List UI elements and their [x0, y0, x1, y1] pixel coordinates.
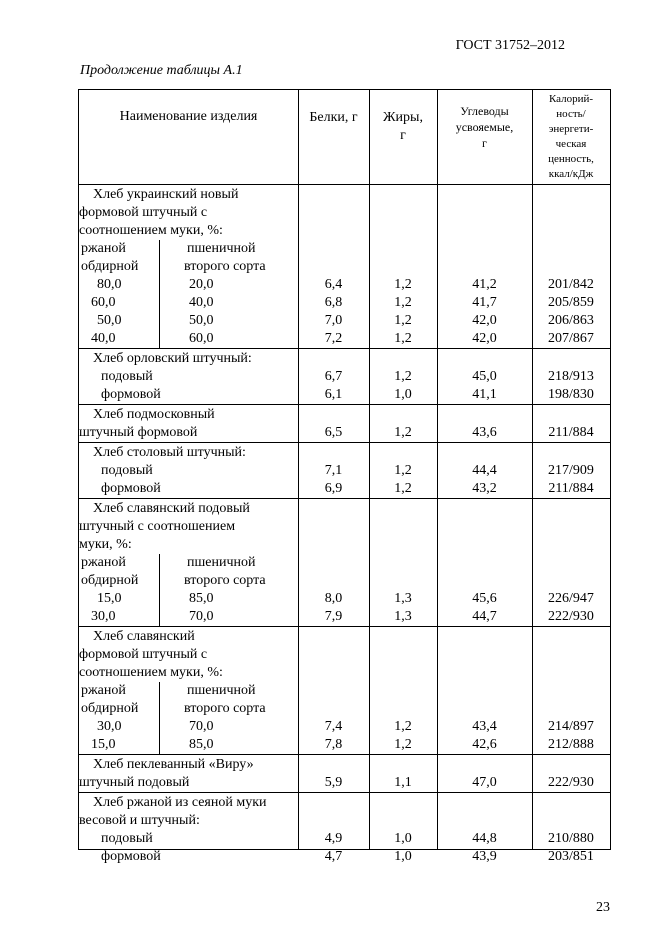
- product-name-line: штучный с соотношением: [79, 519, 236, 534]
- ratio-header-wheat: второго сорта: [184, 701, 266, 716]
- product-variant-label: штучный формовой: [79, 425, 198, 440]
- product-name-line: Хлеб ржаной из сеяной муки: [93, 795, 267, 810]
- product-name-line: Хлеб подмосковный: [93, 407, 215, 422]
- product-name-line: муки, %:: [79, 537, 132, 552]
- protein-value: 7,4: [324, 719, 343, 734]
- ratio-header-wheat: второго сорта: [184, 573, 266, 588]
- carbs-value: 47,0: [472, 775, 497, 790]
- header-carbs-line: Углеводы: [460, 104, 509, 118]
- ratio-header-rye: ржаной: [81, 555, 126, 570]
- energy-value: 212/888: [548, 737, 594, 752]
- protein-value: 4,9: [324, 831, 343, 846]
- protein-value: 5,9: [324, 775, 343, 790]
- product-name-line: Хлеб пеклеванный «Виру»: [93, 757, 254, 772]
- product-name-line: Хлеб славянский: [93, 629, 195, 644]
- header-energy-line: ценность,: [548, 153, 594, 165]
- header-carbs-line: усвояемые,: [455, 120, 514, 134]
- fat-value: 1,2: [394, 369, 412, 384]
- energy-value: 210/880: [548, 831, 594, 846]
- energy-value: 201/842: [548, 277, 594, 292]
- product-name-line: Хлеб орловский штучный:: [93, 351, 252, 366]
- table-block: [79, 442, 610, 499]
- product-variant-label: формовой: [101, 849, 161, 864]
- ratio-rye-value: 30,0: [97, 719, 122, 734]
- protein-value: 6,1: [324, 387, 343, 402]
- product-name-line: соотношением муки, %:: [79, 665, 223, 680]
- header-energy-line: ккал/кДж: [548, 168, 594, 180]
- product-name-line: формовой штучный с: [79, 205, 208, 220]
- protein-value: 8,0: [324, 591, 343, 606]
- column-header-protein: [298, 109, 369, 127]
- fat-value: 1,2: [394, 463, 412, 478]
- protein-value: 6,7: [324, 369, 343, 384]
- standard-code: ГОСТ 31752–2012: [455, 38, 565, 53]
- protein-value: 6,8: [324, 295, 343, 310]
- product-variant-label: формовой: [101, 387, 161, 402]
- ratio-rye-value: 15,0: [97, 591, 122, 606]
- carbs-value: 44,4: [472, 463, 497, 478]
- ratio-header-wheat: второго сорта: [184, 259, 266, 274]
- product-name-line: соотношением муки, %:: [79, 223, 223, 238]
- protein-value: 7,2: [324, 331, 343, 346]
- ratio-divider: [159, 240, 160, 348]
- table-block: [79, 404, 610, 443]
- ratio-header-rye: ржаной: [81, 683, 126, 698]
- product-variant-label: подовый: [101, 831, 153, 846]
- fat-value: 1,2: [394, 737, 412, 752]
- energy-value: 205/859: [548, 295, 594, 310]
- table-continuation-caption: Продолжение таблицы А.1: [80, 63, 243, 78]
- protein-value: 4,7: [324, 849, 343, 864]
- ratio-divider: [159, 682, 160, 754]
- ratio-wheat-value: 40,0: [189, 295, 214, 310]
- carbs-value: 42,0: [472, 331, 497, 346]
- energy-value: 203/851: [548, 849, 594, 864]
- table-block: [79, 626, 610, 755]
- carbs-value: 42,6: [472, 737, 497, 752]
- header-energy-line: ческая: [555, 138, 587, 150]
- column-header-carbs: [437, 103, 532, 151]
- carbs-value: 43,6: [472, 425, 497, 440]
- ratio-header-rye: ржаной: [81, 241, 126, 256]
- fat-value: 1,0: [394, 831, 412, 846]
- product-name-line: Хлеб столовый штучный:: [93, 445, 246, 460]
- protein-value: 7,9: [324, 609, 343, 624]
- product-variant-label: штучный подовый: [79, 775, 190, 790]
- ratio-header-rye: обдирной: [81, 259, 139, 274]
- ratio-rye-value: 30,0: [91, 609, 116, 624]
- fat-value: 1,2: [394, 313, 412, 328]
- ratio-wheat-value: 70,0: [189, 719, 214, 734]
- header-energy-line: энергети-: [548, 123, 594, 135]
- product-name-line: формовой штучный с: [79, 647, 208, 662]
- header-fat-line: Жиры,: [383, 110, 423, 125]
- header-energy-line: Калорий-: [548, 93, 594, 105]
- table-block: [79, 498, 610, 627]
- ratio-divider: [159, 554, 160, 626]
- nutrition-table: [78, 89, 611, 864]
- carbs-value: 41,7: [472, 295, 497, 310]
- protein-value: 6,4: [324, 277, 343, 292]
- product-name-line: Хлеб славянский подовый: [93, 501, 250, 516]
- header-protein-line: Белки, г: [309, 110, 358, 125]
- energy-value: 211/884: [548, 425, 594, 440]
- protein-value: 7,8: [324, 737, 343, 752]
- carbs-value: 44,8: [472, 831, 497, 846]
- column-header-energy: [532, 92, 610, 182]
- carbs-value: 43,2: [472, 481, 497, 496]
- fat-value: 1,2: [394, 277, 412, 292]
- ratio-header-wheat: пшеничной: [187, 555, 256, 570]
- energy-value: 222/930: [548, 609, 594, 624]
- ratio-header-wheat: пшеничной: [187, 241, 256, 256]
- protein-value: 6,9: [324, 481, 343, 496]
- header-carbs-line: г: [482, 136, 487, 150]
- product-variant-label: формовой: [101, 481, 161, 496]
- energy-value: 222/930: [548, 775, 594, 790]
- energy-value: 217/909: [548, 463, 594, 478]
- protein-value: 7,1: [324, 463, 343, 478]
- ratio-header-rye: обдирной: [81, 701, 139, 716]
- page-number: 23: [596, 900, 610, 915]
- table-header: [79, 90, 610, 185]
- protein-value: 7,0: [324, 313, 343, 328]
- table-block: [79, 348, 610, 405]
- product-name-line: Хлеб украинский новый: [93, 187, 239, 202]
- carbs-value: 45,0: [472, 369, 497, 384]
- ratio-rye-value: 80,0: [97, 277, 122, 292]
- carbs-value: 45,6: [472, 591, 497, 606]
- fat-value: 1,0: [394, 849, 412, 864]
- fat-value: 1,0: [394, 387, 412, 402]
- energy-value: 207/867: [548, 331, 594, 346]
- column-header-fat: [369, 109, 437, 145]
- ratio-wheat-value: 20,0: [189, 277, 214, 292]
- ratio-wheat-value: 85,0: [189, 737, 214, 752]
- energy-value: 218/913: [548, 369, 594, 384]
- carbs-value: 42,0: [472, 313, 497, 328]
- energy-value: 214/897: [548, 719, 594, 734]
- energy-value: 198/830: [548, 387, 594, 402]
- ratio-header-rye: обдирной: [81, 573, 139, 588]
- fat-value: 1,2: [394, 719, 412, 734]
- product-variant-label: подовый: [101, 463, 153, 478]
- energy-value: 206/863: [548, 313, 594, 328]
- table-block: [79, 792, 610, 866]
- carbs-value: 43,9: [472, 849, 497, 864]
- ratio-wheat-value: 70,0: [189, 609, 214, 624]
- carbs-value: 41,1: [472, 387, 497, 402]
- fat-value: 1,2: [394, 481, 412, 496]
- fat-value: 1,2: [394, 331, 412, 346]
- ratio-rye-value: 15,0: [91, 737, 116, 752]
- ratio-wheat-value: 85,0: [189, 591, 214, 606]
- ratio-wheat-value: 60,0: [189, 331, 214, 346]
- carbs-value: 43,4: [472, 719, 497, 734]
- ratio-wheat-value: 50,0: [189, 313, 214, 328]
- carbs-value: 41,2: [472, 277, 497, 292]
- table-block: [79, 184, 610, 349]
- fat-value: 1,3: [394, 609, 412, 624]
- header-fat-line: г: [400, 128, 406, 143]
- product-name-line: весовой и штучный:: [79, 813, 200, 828]
- column-header-name: Наименование изделия: [119, 109, 258, 124]
- protein-value: 6,5: [324, 425, 343, 440]
- header-energy-line: ность/: [556, 108, 586, 120]
- ratio-rye-value: 60,0: [91, 295, 116, 310]
- carbs-value: 44,7: [472, 609, 497, 624]
- fat-value: 1,3: [394, 591, 412, 606]
- ratio-rye-value: 50,0: [97, 313, 122, 328]
- energy-value: 226/947: [548, 591, 594, 606]
- fat-value: 1,2: [394, 425, 412, 440]
- fat-value: 1,2: [394, 295, 412, 310]
- ratio-header-wheat: пшеничной: [187, 683, 256, 698]
- fat-value: 1,1: [394, 775, 412, 790]
- table-block: [79, 754, 610, 793]
- ratio-rye-value: 40,0: [91, 331, 116, 346]
- product-variant-label: подовый: [101, 369, 153, 384]
- energy-value: 211/884: [548, 481, 594, 496]
